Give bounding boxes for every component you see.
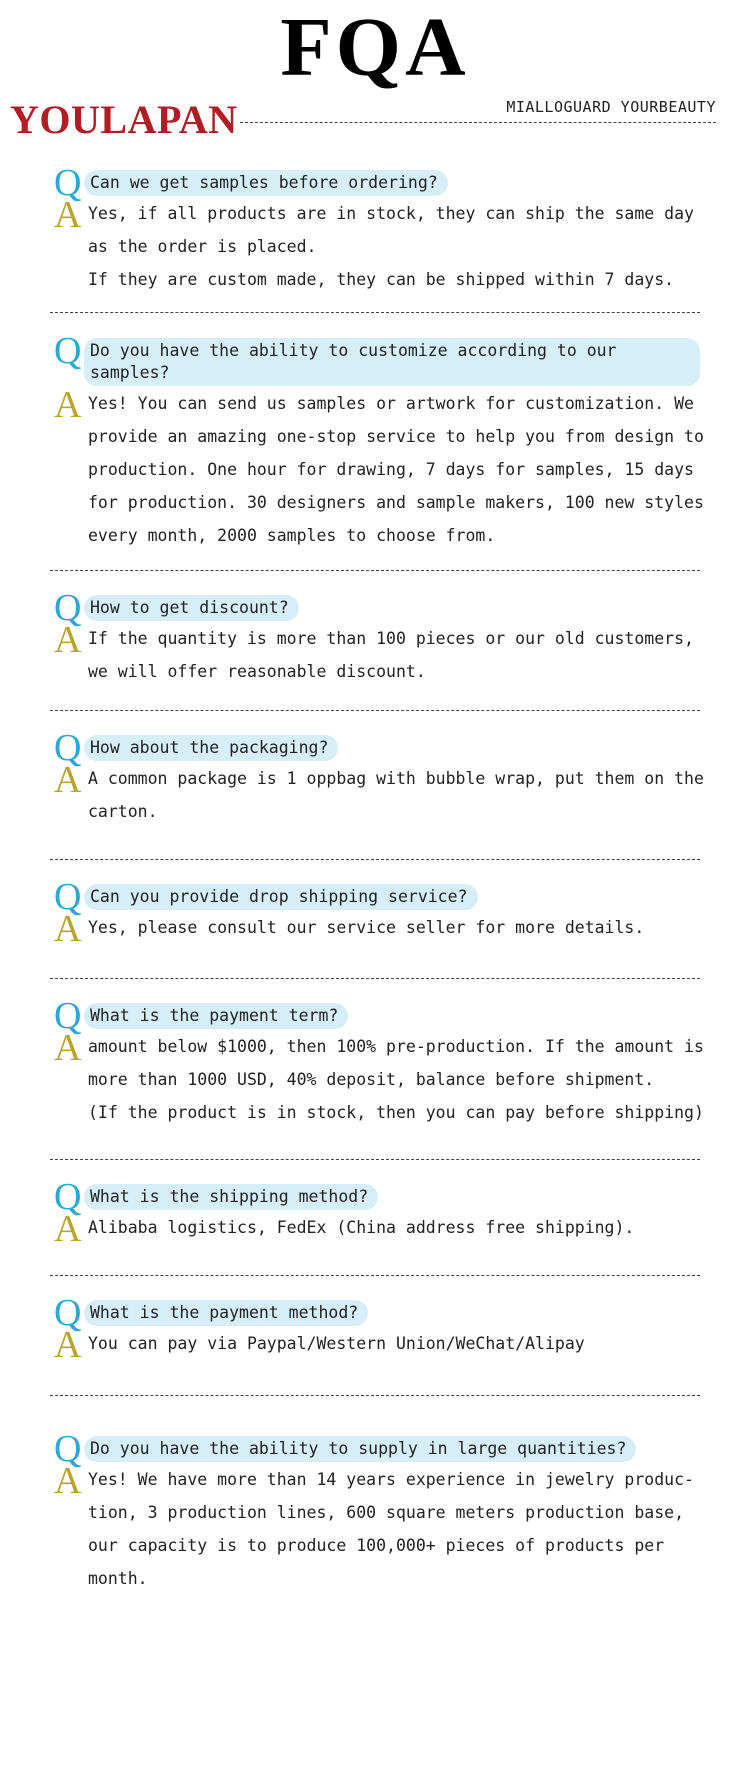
faq-item [50, 1276, 700, 1396]
q-letter-icon: Q [54, 995, 82, 1037]
question-text: What is the shipping method? [84, 1184, 378, 1210]
answer-text [88, 910, 700, 944]
faq-list [50, 162, 704, 1615]
question-row [50, 330, 700, 386]
answer-line: Yes! We have more than 14 years experience in jewelry produc- [88, 1470, 694, 1489]
q-letter-icon: Q [54, 876, 82, 918]
q-letter-icon: Q [54, 1176, 82, 1218]
answer-line: month. [88, 1569, 148, 1588]
q-letter-icon: Q [54, 587, 82, 629]
faq-item [50, 979, 704, 1160]
a-letter-icon: A [54, 384, 82, 426]
answer-row [50, 908, 700, 950]
answer-line: more than 1000 USD, 40% deposit, balance before shipment. [88, 1070, 655, 1089]
answer-row [50, 196, 700, 296]
question-text: How about the packaging? [84, 735, 338, 761]
answer-text [88, 761, 704, 828]
answer-line: our capacity is to produce 100,000+ pieces of products per [88, 1536, 665, 1555]
question-text: What is the payment term? [84, 1003, 348, 1029]
answer-line: carton. [88, 802, 158, 821]
question-row [50, 162, 700, 204]
q-letter-icon: Q [54, 727, 82, 769]
question-text: What is the payment method? [84, 1300, 368, 1326]
question-row [50, 1428, 700, 1470]
q-letter-icon: Q [54, 162, 82, 204]
answer-line: amount below $1000, then 100% pre-production. If the amount is [88, 1037, 704, 1056]
a-letter-icon: A [54, 759, 82, 801]
a-letter-icon: A [54, 194, 82, 236]
answer-text [88, 386, 704, 552]
question-text: Do you have the ability to customize according to our samples? [84, 338, 700, 386]
a-letter-icon: A [54, 1460, 82, 1502]
answer-line: If they are custom made, they can be shipped within 7 days. [88, 270, 675, 289]
question-text: Can we get samples before ordering? [84, 170, 448, 196]
answer-text [88, 1210, 700, 1244]
question-text: Can you provide drop shipping service? [84, 884, 478, 910]
question-row [50, 876, 700, 918]
header-divider [240, 122, 716, 123]
answer-text [88, 1462, 700, 1595]
answer-row [50, 1208, 700, 1250]
answer-line: as the order is placed. [88, 237, 317, 256]
question-row [50, 727, 700, 769]
question-text: Do you have the ability to supply in large quantities? [84, 1436, 636, 1462]
question-row [50, 587, 700, 629]
answer-line: You can pay via Paypal/Western Union/WeChat/Alipay [88, 1334, 585, 1353]
faq-item [50, 1396, 700, 1615]
answer-line: for production. 30 designers and sample makers, 100 new styles [88, 493, 704, 512]
answer-text [88, 196, 700, 296]
page-title: FQA [280, 1, 470, 94]
faq-item [50, 162, 700, 313]
answer-line: A common package is 1 oppbag with bubble wrap, put them on the [88, 769, 704, 788]
faq-item [50, 1160, 700, 1276]
brand-slogan: MIALLOGUARD YOURBEAUTY [506, 98, 716, 116]
faq-item [50, 860, 700, 979]
answer-line: Yes, please consult our service seller for more details. [88, 918, 645, 937]
answer-line: production. One hour for drawing, 7 days for samples, 15 days [88, 460, 694, 479]
question-row [50, 1176, 700, 1218]
answer-row [50, 621, 700, 688]
answer-line: Yes! You can send us samples or artwork for customization. We [88, 394, 694, 413]
answer-line: Alibaba logistics, FedEx (China address free shipping). [88, 1218, 635, 1237]
answer-line: provide an amazing one-stop service to help you from design to [88, 427, 704, 446]
question-row [50, 1292, 700, 1334]
q-letter-icon: Q [54, 1292, 82, 1334]
answer-line: tion, 3 production lines, 600 square meters production base, [88, 1503, 685, 1522]
answer-line: Yes, if all products are in stock, they can ship the same day [88, 204, 694, 223]
a-letter-icon: A [54, 1027, 82, 1069]
question-row [50, 995, 700, 1037]
answer-row [50, 1027, 704, 1129]
faq-item [50, 571, 700, 711]
answer-line: every month, 2000 samples to choose from. [88, 526, 496, 545]
answer-text [88, 621, 700, 688]
q-letter-icon: Q [54, 330, 82, 372]
answer-line: we will offer reasonable discount. [88, 662, 426, 681]
answer-row [50, 759, 704, 828]
q-letter-icon: Q [54, 1428, 82, 1470]
a-letter-icon: A [54, 1324, 82, 1366]
a-letter-icon: A [54, 908, 82, 950]
question-text: How to get discount? [84, 595, 299, 621]
answer-row [50, 384, 704, 552]
answer-text [88, 1326, 700, 1360]
answer-line: (If the product is in stock, then you can pay before shipping) [88, 1103, 704, 1122]
answer-row [50, 1462, 700, 1595]
a-letter-icon: A [54, 619, 82, 661]
faq-item [50, 313, 704, 571]
answer-line: If the quantity is more than 100 pieces or our old customers, [88, 629, 694, 648]
a-letter-icon: A [54, 1208, 82, 1250]
answer-text [88, 1029, 704, 1129]
brand-logo: YOULAPAN [10, 97, 238, 142]
answer-row [50, 1324, 700, 1366]
faq-item [50, 711, 704, 860]
